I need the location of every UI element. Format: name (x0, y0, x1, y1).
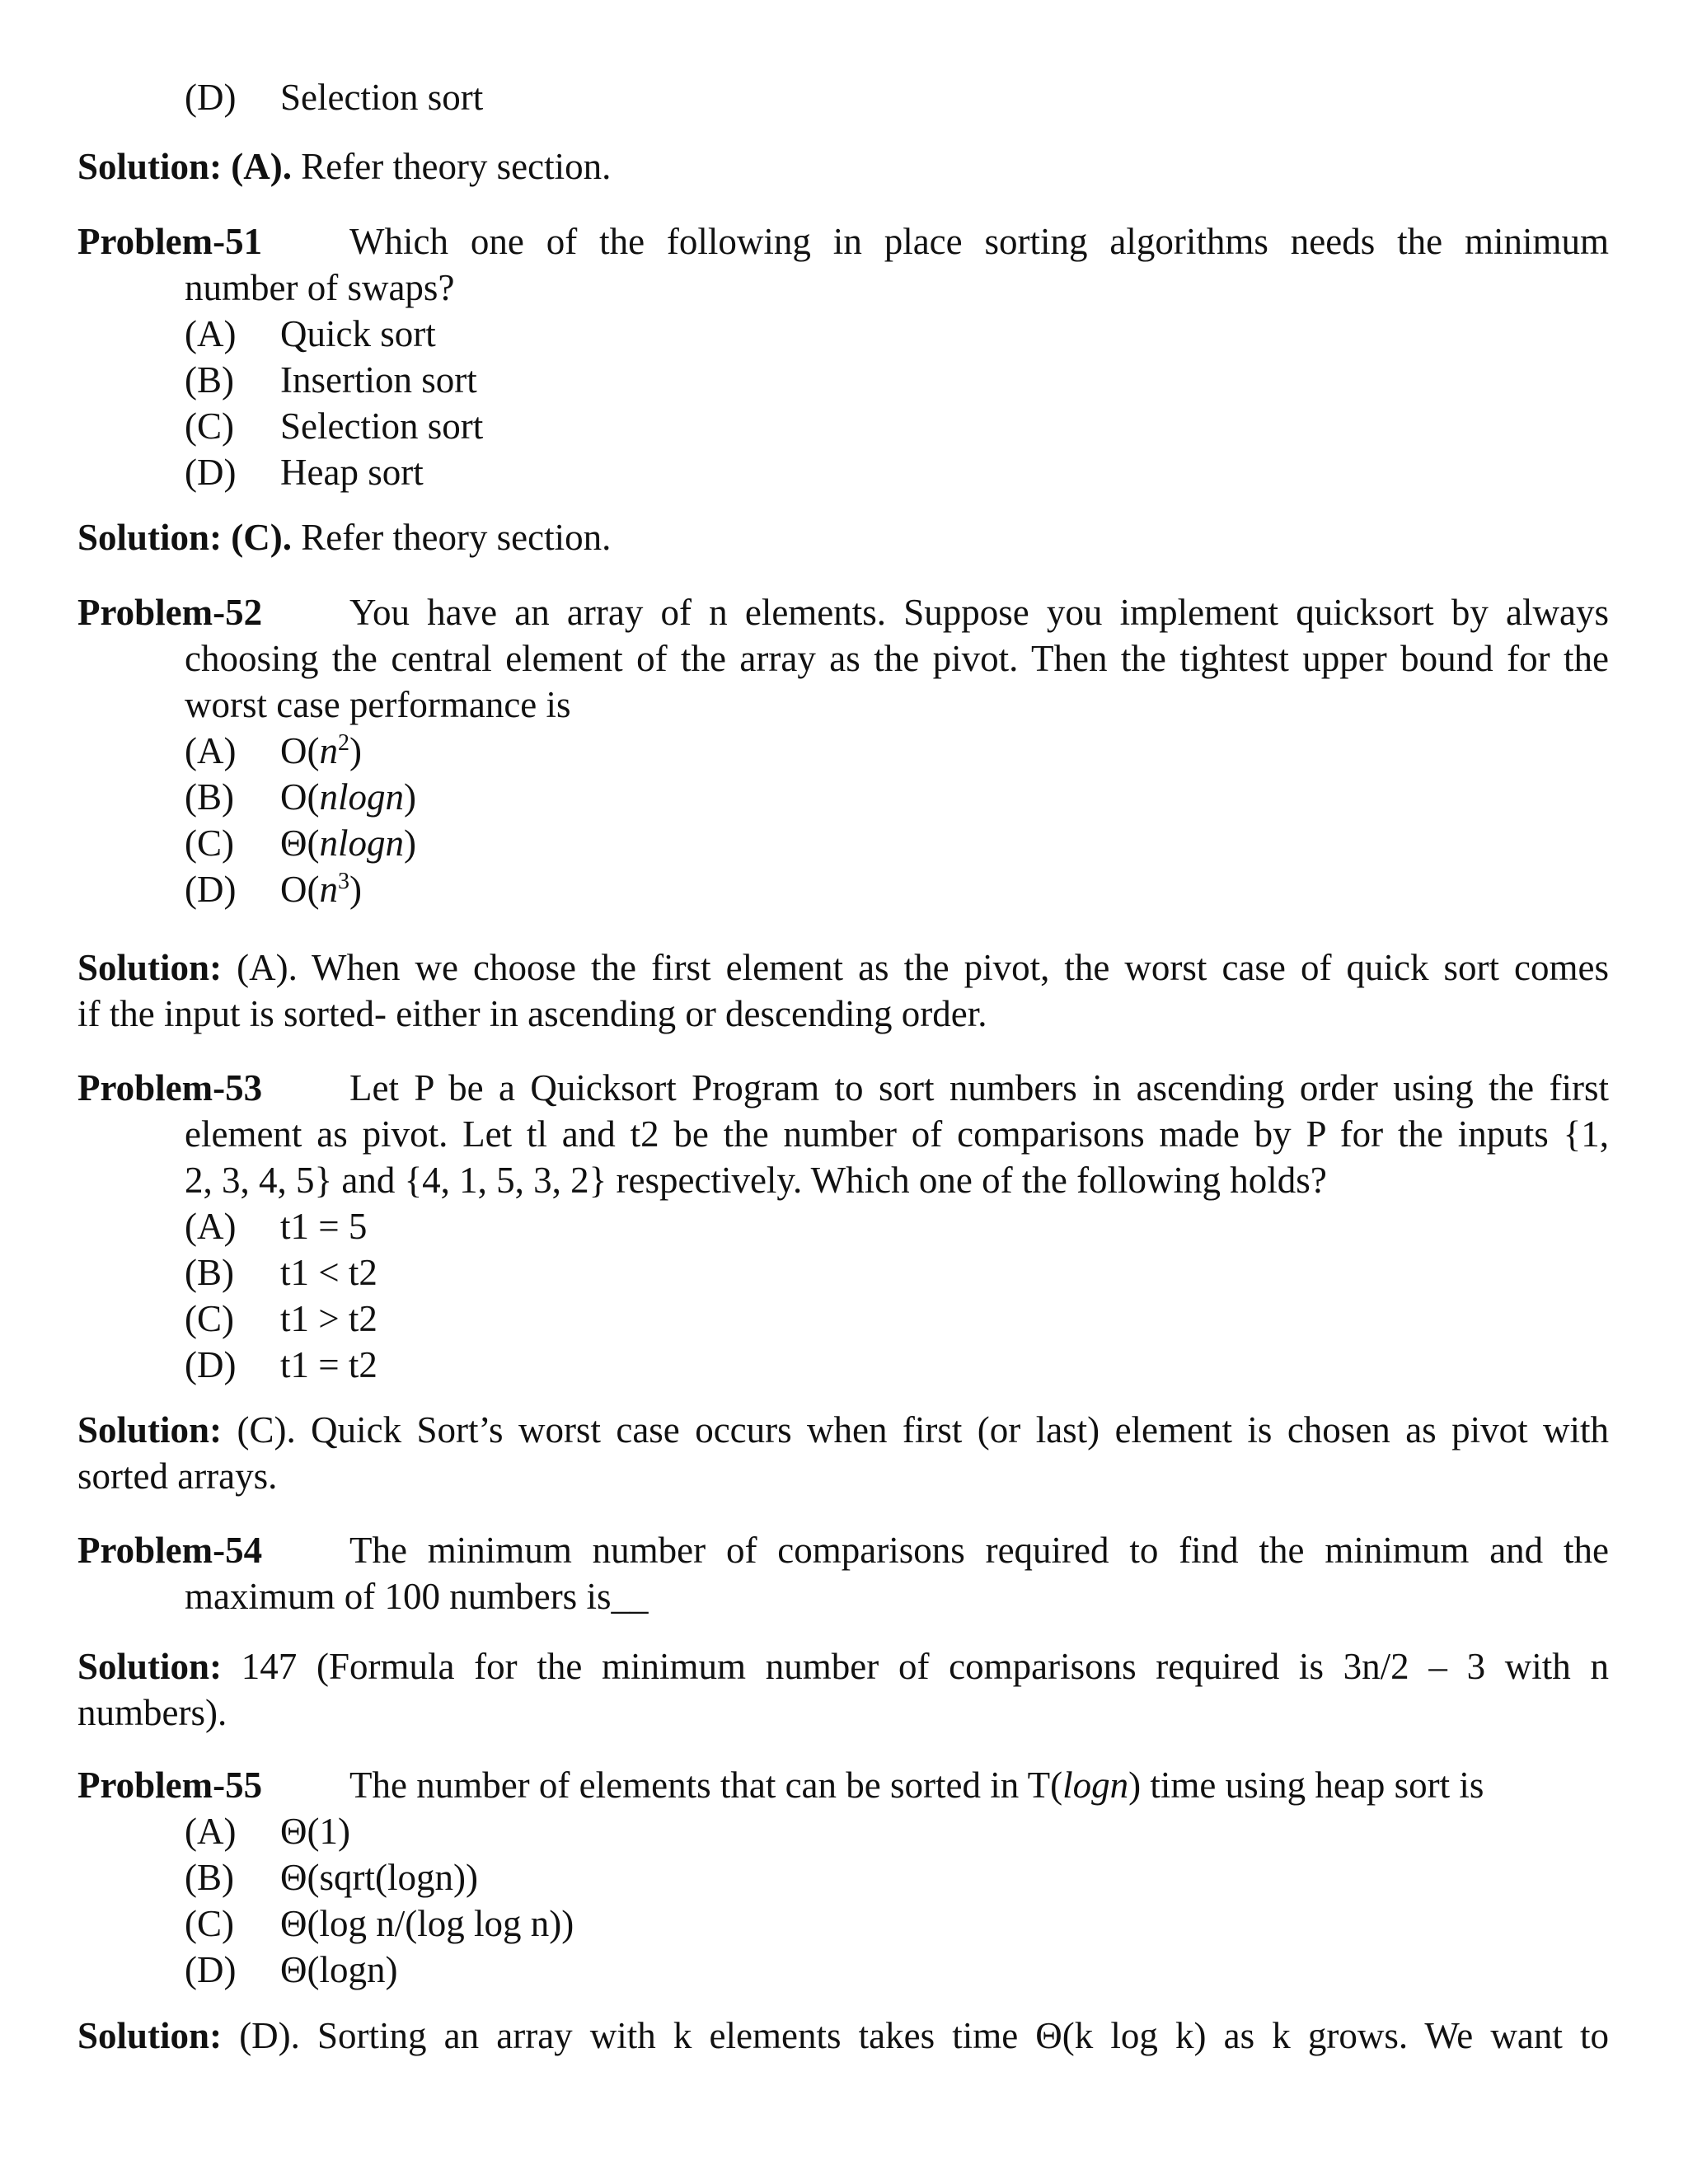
problem-line (77, 1065, 1609, 1111)
problem-line: number of swaps? (185, 267, 455, 308)
problem-line (77, 1527, 1609, 1573)
option-b: (B) t1 < t2 (185, 1252, 377, 1293)
solution-line: numbers). (77, 1692, 227, 1733)
solution-50 (77, 143, 1609, 190)
option-b: (B) Insertion sort (185, 359, 477, 401)
problem-51 (77, 218, 1609, 495)
solution-line: Solution: (D). Sorting an array with k elements takes time Θ(k log k) as k grows. We want to (77, 2015, 1609, 2056)
problem-line (77, 589, 1609, 635)
problem-head: Problem-54 (77, 1530, 263, 1571)
problem-55 (77, 1762, 1609, 1993)
option-d: (D) Θ(logn) (185, 1949, 398, 1990)
option-d: (D) $O(n^3)$ (185, 869, 362, 910)
solution-51 (77, 514, 1609, 560)
problem-53 (77, 1065, 1609, 1388)
problem-52 (77, 589, 1609, 912)
solution-head: Solution: (C). (77, 517, 293, 558)
problem-line: element as pivot. Let tl and t2 be the number of comparisons made by P for the inputs {1, (185, 1113, 1609, 1155)
solution-head: Solution: (77, 1646, 223, 1687)
problem-head: Problem-51 (77, 221, 263, 262)
problem-head: Problem-52 (77, 592, 263, 633)
option-c: (C) Θ(log n/(log log n)) (185, 1903, 574, 1944)
option-a: (A) $O(n^2)$ (185, 730, 362, 771)
solution-head: Solution: (77, 947, 223, 988)
solution-line: if the input is sorted- either in ascending or descending order. (77, 993, 987, 1034)
problem-line: 2, 3, 4, 5} and {4, 1, 5, 3, 2} respectively. Which one of the following holds? (185, 1160, 1327, 1201)
solution-52 (77, 944, 1609, 1037)
problem-line (77, 218, 1609, 265)
solution-head: Solution: (77, 1409, 223, 1451)
solution-55 (77, 2013, 1609, 2059)
option-label: (D) (185, 77, 237, 118)
option-c: (C) Θ(nlogn) (185, 823, 416, 864)
option-d-prev (77, 74, 1688, 120)
problem-line: worst case performance is (185, 684, 571, 725)
solution-54 (77, 1643, 1609, 1736)
option-d: (D) t1 = t2 (185, 1344, 377, 1385)
solution-line: sorted arrays. (77, 1455, 278, 1497)
solution-text: Refer theory section. (301, 517, 612, 558)
problem-line: choosing the central element of the array as the pivot. Then the tightest upper bound for the (185, 638, 1609, 679)
problem-line: Problem-55 The number of elements that can be sorted in T(logn) time using heap sort is (77, 1762, 1609, 1808)
problem-head: Problem-53 (77, 1067, 263, 1108)
option-c: (C) t1 > t2 (185, 1298, 377, 1339)
problem-text: The minimum number of comparisons required to find the minimum and the (349, 1530, 1609, 1571)
option-d: (D) Heap sort (185, 452, 424, 493)
option-b: (B) O(nlogn) (185, 776, 416, 818)
problem-54 (77, 1527, 1609, 1619)
solution-head: Solution: (A). (77, 146, 293, 187)
solution-head: Solution: (77, 2015, 223, 2056)
option-text: Selection sort (280, 77, 484, 118)
problem-text: Which one of the following in place sorting algorithms needs the minimum (349, 221, 1609, 262)
option-a: (A) Quick sort (185, 313, 436, 354)
option-a: (A) Θ(1) (185, 1811, 350, 1852)
solution-line: Solution: 147 (Formula for the minimum number of comparisons required is 3n/2 – 3 with n (77, 1646, 1610, 1687)
problem-text: You have an array of n elements. Suppose you implement quicksort by always (349, 592, 1609, 633)
solution-text: Refer theory section. (301, 146, 612, 187)
problem-text: Let P be a Quicksort Program to sort numbers in ascending order using the first (349, 1067, 1609, 1108)
problem-line: maximum of 100 numbers is__ (185, 1576, 649, 1617)
solution-line: Solution: (A). When we choose the first element as the pivot, the worst case of quick sort comes (77, 947, 1609, 988)
option-b: (B) Θ(sqrt(logn)) (185, 1857, 478, 1898)
option-a: (A) t1 = 5 (185, 1206, 368, 1247)
problem-head: Problem-55 (77, 1765, 263, 1806)
solution-53 (77, 1407, 1609, 1499)
option-c: (C) Selection sort (185, 405, 484, 447)
solution-line: Solution: (C). Quick Sort’s worst case occurs when first (or last) element is chosen as pivot with (77, 1409, 1610, 1451)
